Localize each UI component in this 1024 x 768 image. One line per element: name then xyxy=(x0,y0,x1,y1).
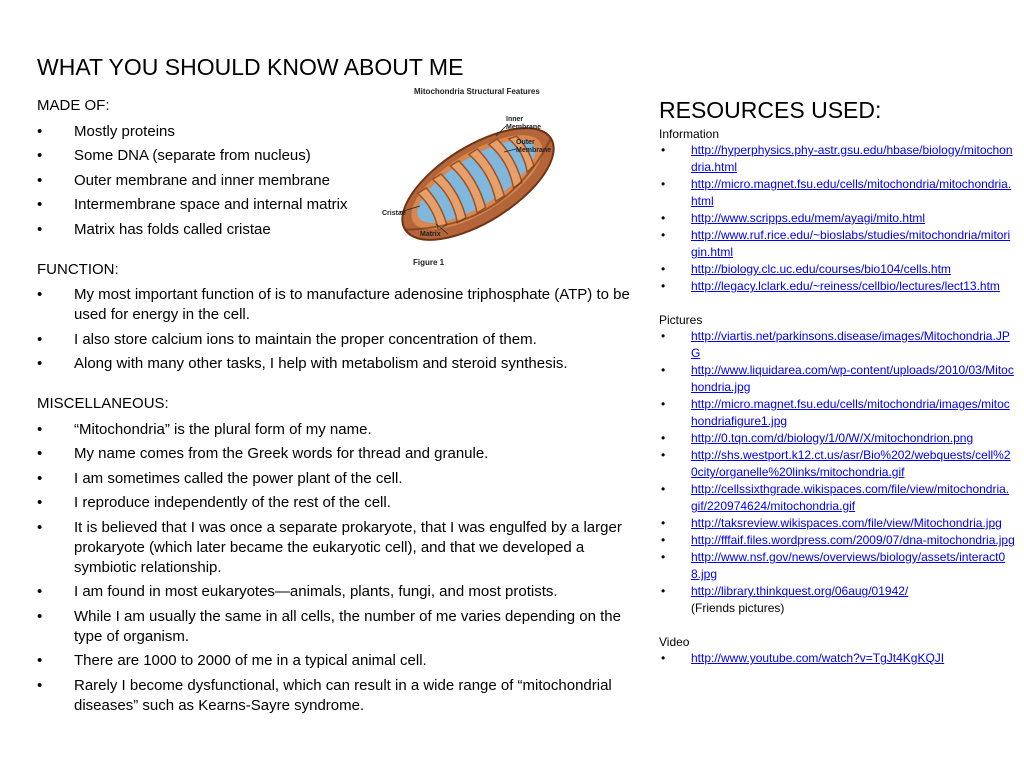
section-function xyxy=(37,259,637,375)
bullet-glyph: • xyxy=(37,676,43,694)
outer-label-line-2: Membrane xyxy=(516,147,552,154)
resources-column xyxy=(659,94,1019,667)
bullet-glyph: • xyxy=(661,143,666,157)
video-links xyxy=(659,650,1019,667)
bullet-glyph: • xyxy=(661,228,666,242)
resource-link[interactable]: http://biology.clc.uc.edu/courses/bio104/cells.htm xyxy=(691,262,951,276)
bullet-glyph: • xyxy=(661,550,666,564)
bullet-glyph: • xyxy=(661,651,666,665)
bullet-glyph: • xyxy=(661,329,666,343)
resource-link[interactable]: http://legacy.lclark.edu/~reiness/cellbio/lectures/lect13.htm xyxy=(691,279,1000,293)
bullet-glyph: • xyxy=(37,607,43,625)
resource-item xyxy=(659,583,1015,617)
bullet-glyph: • xyxy=(661,431,666,445)
pictures-links xyxy=(659,328,1019,617)
resource-link[interactable]: http://fffaif.files.wordpress.com/2009/07/dna-mitochondria.jpg xyxy=(691,533,1015,547)
resource-link[interactable]: http://micro.magnet.fsu.edu/cells/mitochondria/mitochondria.html xyxy=(691,177,1012,208)
resource-item xyxy=(659,261,1015,278)
resource-link[interactable]: http://taksreview.wikispaces.com/file/view/Mitochondria.jpg xyxy=(691,516,1002,530)
bullet-glyph: • xyxy=(661,516,666,530)
resources-heading: RESOURCES USED: xyxy=(659,97,882,123)
inner-label-line-1: Inner xyxy=(506,116,524,123)
list-item-text: I am found in most eukaryotes—animals, plants, fungi, and most protists. xyxy=(74,583,558,600)
list-item xyxy=(37,420,637,440)
bullet-glyph: • xyxy=(661,177,666,191)
figure-caption: Figure 1 xyxy=(413,258,445,267)
bullet-glyph: • xyxy=(37,518,43,536)
section-heading: FUNCTION: xyxy=(37,260,119,278)
resource-item xyxy=(659,430,1015,447)
bullet-glyph: • xyxy=(661,533,666,547)
list-item-text: Matrix has folds called cristae xyxy=(74,220,271,238)
list-item-text: Outer membrane and inner membrane xyxy=(74,171,330,189)
list-item xyxy=(37,493,637,513)
bullet-glyph: • xyxy=(37,330,43,348)
list-item-text: Intermembrane space and internal matrix xyxy=(74,196,348,213)
resource-link[interactable]: http://shs.westport.k12.ct.us/asr/Bio%202/webquests/cell%20city/organelle%20links/mitochondria.gif xyxy=(691,448,1011,479)
bullet-glyph: • xyxy=(661,584,666,598)
bullet-glyph: • xyxy=(37,171,43,189)
list-item xyxy=(37,354,637,374)
list-item-text: While I am usually the same in all cells, the number of me varies depending on the type of organism. xyxy=(74,607,621,645)
figure-title: Mitochondria Structural Features xyxy=(414,87,540,96)
bullet-glyph: • xyxy=(661,482,666,496)
bullet-glyph: • xyxy=(661,211,666,225)
bullet-glyph: • xyxy=(37,652,43,669)
resource-item xyxy=(659,227,1015,261)
resource-item xyxy=(659,142,1015,176)
list-item xyxy=(37,582,637,602)
list-item-text: Along with many other tasks, I help with metabolism and steroid synthesis. xyxy=(74,355,568,372)
label-matrix: Matrix xyxy=(420,231,441,238)
bullet-glyph: • xyxy=(37,469,43,487)
resource-link[interactable]: http://www.liquidarea.com/wp-content/uploads/2010/03/Mitochondria.jpg xyxy=(691,363,1014,394)
resource-item xyxy=(659,396,1015,430)
list-item-text: Mostly proteins xyxy=(74,122,175,140)
bullet-glyph: • xyxy=(37,122,43,140)
information-links xyxy=(659,142,1019,295)
outer-label-line-1: Outer xyxy=(516,139,535,146)
resource-item xyxy=(659,210,1015,227)
list-item xyxy=(37,285,637,325)
resource-item xyxy=(659,278,1015,295)
resource-category-video: Video xyxy=(659,635,690,649)
resource-item xyxy=(659,176,1015,210)
bullet-glyph: • xyxy=(37,445,43,462)
list-item-text: I reproduce independently of the rest of the cell. xyxy=(74,494,391,511)
list-item-text: I am sometimes called the power plant of the cell. xyxy=(74,469,403,487)
label-cristae: Cristae xyxy=(382,210,406,217)
bullet-glyph: • xyxy=(37,286,43,303)
resource-category-pictures: Pictures xyxy=(659,313,703,327)
resource-item xyxy=(659,650,1015,667)
bullet-glyph: • xyxy=(661,397,666,411)
list-item-text: I also store calcium ions to maintain the proper concentration of them. xyxy=(74,330,537,348)
resource-item xyxy=(659,481,1015,515)
list-item-text: My most important function of is to manufacture adenosine triphosphate (ATP) to be used for energy in the cell. xyxy=(74,286,630,323)
resource-link[interactable]: http://www.nsf.gov/news/overviews/biology/assets/interact08.jpg xyxy=(691,550,1006,581)
bullet-glyph: • xyxy=(37,355,43,372)
mitochondria-illustration xyxy=(378,84,566,274)
resource-item xyxy=(659,532,1015,549)
resource-link[interactable]: http://www.youtube.com/watch?v=TgJt4KgKQJI xyxy=(691,651,945,665)
resource-item xyxy=(659,549,1015,583)
resource-category-information: Information xyxy=(659,127,720,141)
list-item xyxy=(37,651,637,671)
resource-link[interactable]: http://micro.magnet.fsu.edu/cells/mitochondria/images/mitochondriafigure1.jpg xyxy=(691,397,1010,428)
list-item-text: “Mitochondria” is the plural form of my name. xyxy=(74,420,372,438)
list-item-text: Rarely I become dysfunctional, which can result in a wide range of “mitochondrial diseases” such as Kearns-Sayre syndrome. xyxy=(74,676,612,714)
list-item xyxy=(37,469,637,489)
resource-note: (Friends pictures) xyxy=(691,601,785,615)
list-item xyxy=(37,676,637,716)
resource-item xyxy=(659,447,1015,481)
list-item xyxy=(37,444,637,464)
bullet-glyph: • xyxy=(37,196,43,213)
resource-link[interactable]: http://www.scripps.edu/mem/ayagi/mito.html xyxy=(691,211,926,225)
list-item xyxy=(37,607,637,647)
label-inner-membrane xyxy=(506,116,541,131)
list-item-text: There are 1000 to 2000 of me in a typical animal cell. xyxy=(74,652,427,669)
bullet-glyph: • xyxy=(661,279,666,293)
bullet-glyph: • xyxy=(37,220,43,238)
bullet-glyph: • xyxy=(661,448,666,462)
bullet-glyph: • xyxy=(37,583,43,600)
resource-link[interactable]: http://www.ruf.rice.edu/~bioslabs/studies/mitochondria/mitorigin.html xyxy=(691,228,1011,259)
list-item-text: Some DNA (separate from nucleus) xyxy=(74,147,311,164)
inner-label-line-2: Membrane xyxy=(506,124,542,131)
resource-link[interactable]: http://cellssixthgrade.wikispaces.com/file/view/mitochondria.gif/220974624/mitochondria.gif xyxy=(691,482,1010,513)
section-heading: MISCELLANEOUS: xyxy=(37,395,169,412)
resource-link[interactable]: http://hyperphysics.phy-astr.gsu.edu/hbase/biology/mitochondria.html xyxy=(691,143,1013,174)
list-item-text: My name comes from the Greek words for thread and granule. xyxy=(74,445,489,462)
mitochondria-figure xyxy=(378,84,566,274)
section-heading: MADE OF: xyxy=(37,97,110,114)
bullet-glyph: • xyxy=(661,363,666,377)
list-item-text: It is believed that I was once a separate prokaryote, that I was engulfed by a larger prokaryote (which later became the eukaryotic cell), and that we developed a symbiotic relationship. xyxy=(74,518,622,576)
resource-item xyxy=(659,515,1015,532)
resource-item xyxy=(659,328,1015,362)
resource-item xyxy=(659,362,1015,396)
section-miscellaneous xyxy=(37,393,637,716)
list-item xyxy=(37,518,637,578)
list-item xyxy=(37,330,637,350)
resource-link[interactable]: http://0.tqn.com/d/biology/1/0/W/X/mitochondrion.png xyxy=(691,431,974,445)
bullet-glyph: • xyxy=(37,494,43,511)
bullet-glyph: • xyxy=(37,420,43,438)
bullet-glyph: • xyxy=(661,262,666,276)
resource-link[interactable]: http://library.thinkquest.org/06aug/01942/ xyxy=(691,584,909,598)
page-title: WHAT YOU SHOULD KNOW ABOUT ME xyxy=(37,54,464,80)
resource-link[interactable]: http://viartis.net/parkinsons.disease/images/Mitochondria.JPG xyxy=(691,329,1010,360)
bullet-glyph: • xyxy=(37,147,43,164)
